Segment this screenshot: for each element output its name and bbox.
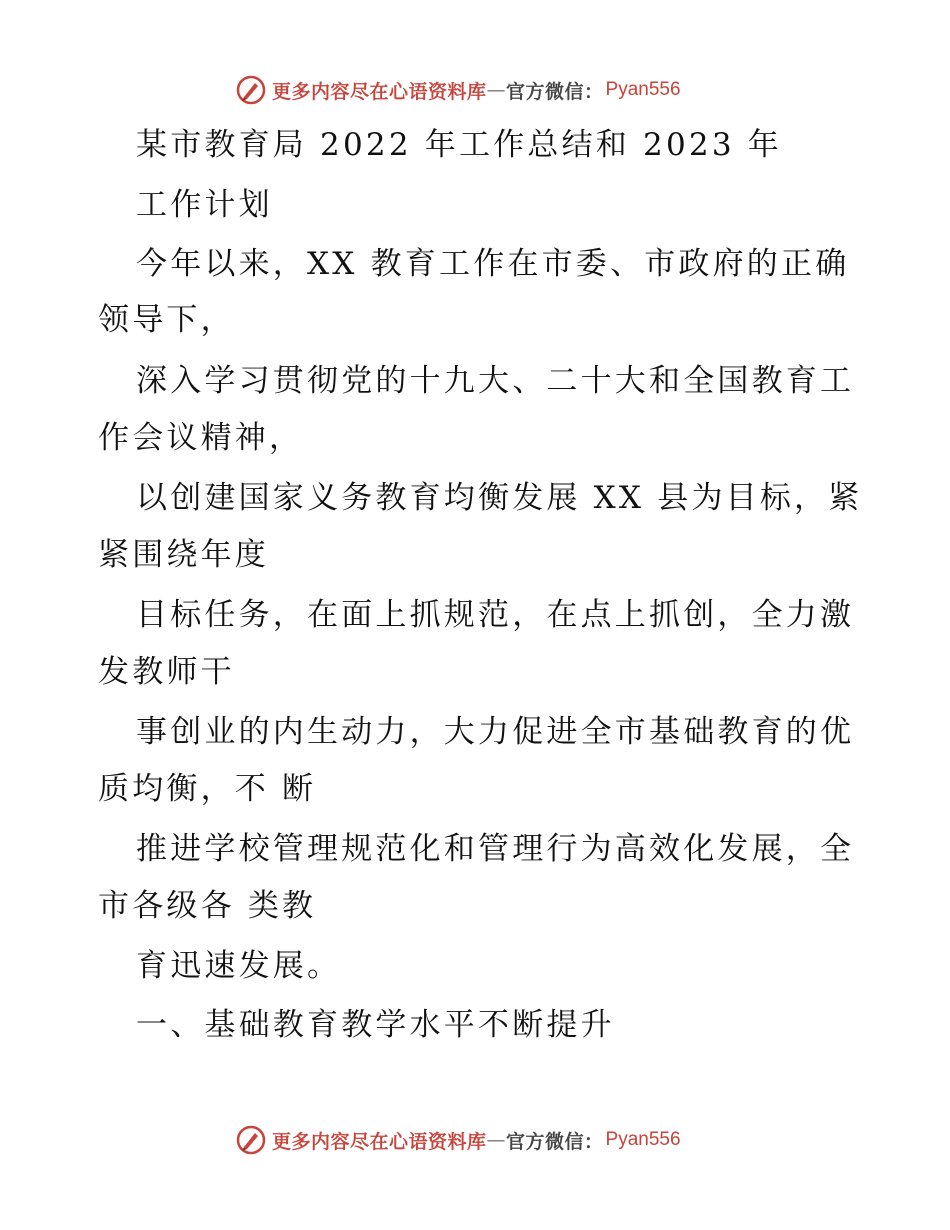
header-banner xyxy=(236,72,681,108)
footer-wechat-id: Pyan556 xyxy=(605,1129,681,1150)
footer-site-text: 更多内容尽在心语资料库 xyxy=(272,1130,487,1153)
doc-title-line-1: 某市教育局 2022 年工作总结和 2023 年 xyxy=(136,127,782,163)
doc-line: 目标任务，在面上抓规范，在点上抓创，全力激 xyxy=(136,597,855,633)
doc-line: 推进学校管理规范化和管理行为高效化发展，全 xyxy=(136,831,855,867)
doc-line: 育迅速发展。 xyxy=(136,948,342,984)
doc-line: 事创业的内生动力，大力促进全市基础教育的优 xyxy=(136,714,855,750)
header-wechat-id: Pyan556 xyxy=(605,79,681,100)
header-dash: — xyxy=(486,79,507,101)
doc-title-line-2: 工作计划 xyxy=(136,187,273,223)
doc-line: 质均衡，不 断 xyxy=(98,771,317,807)
header-site-text: 更多内容尽在心语资料库 xyxy=(272,80,487,103)
doc-line: 深入学习贯彻党的十九大、二十大和全国教育工 xyxy=(136,363,855,399)
footer-dash: — xyxy=(486,1129,507,1151)
footer-wechat-label: 官方微信： xyxy=(506,1130,604,1153)
doc-line: 领导下， xyxy=(98,302,235,338)
quill-logo-icon xyxy=(236,75,266,105)
footer-banner xyxy=(236,1122,681,1158)
doc-line: 发教师干 xyxy=(98,654,235,690)
doc-line: 以创建国家义务教育均衡发展 XX 县为目标，紧 xyxy=(136,480,863,516)
doc-line: 作会议精神， xyxy=(98,420,304,456)
section-heading: 一、基础教育教学水平不断提升 xyxy=(136,1007,615,1043)
doc-line: 市各级各 类教 xyxy=(98,888,317,924)
doc-line: 紧围绕年度 xyxy=(98,537,269,573)
header-wechat-label: 官方微信： xyxy=(506,80,604,103)
doc-line: 今年以来，XX 教育工作在市委、市政府的正确 xyxy=(136,246,850,282)
quill-logo-icon xyxy=(236,1125,266,1155)
